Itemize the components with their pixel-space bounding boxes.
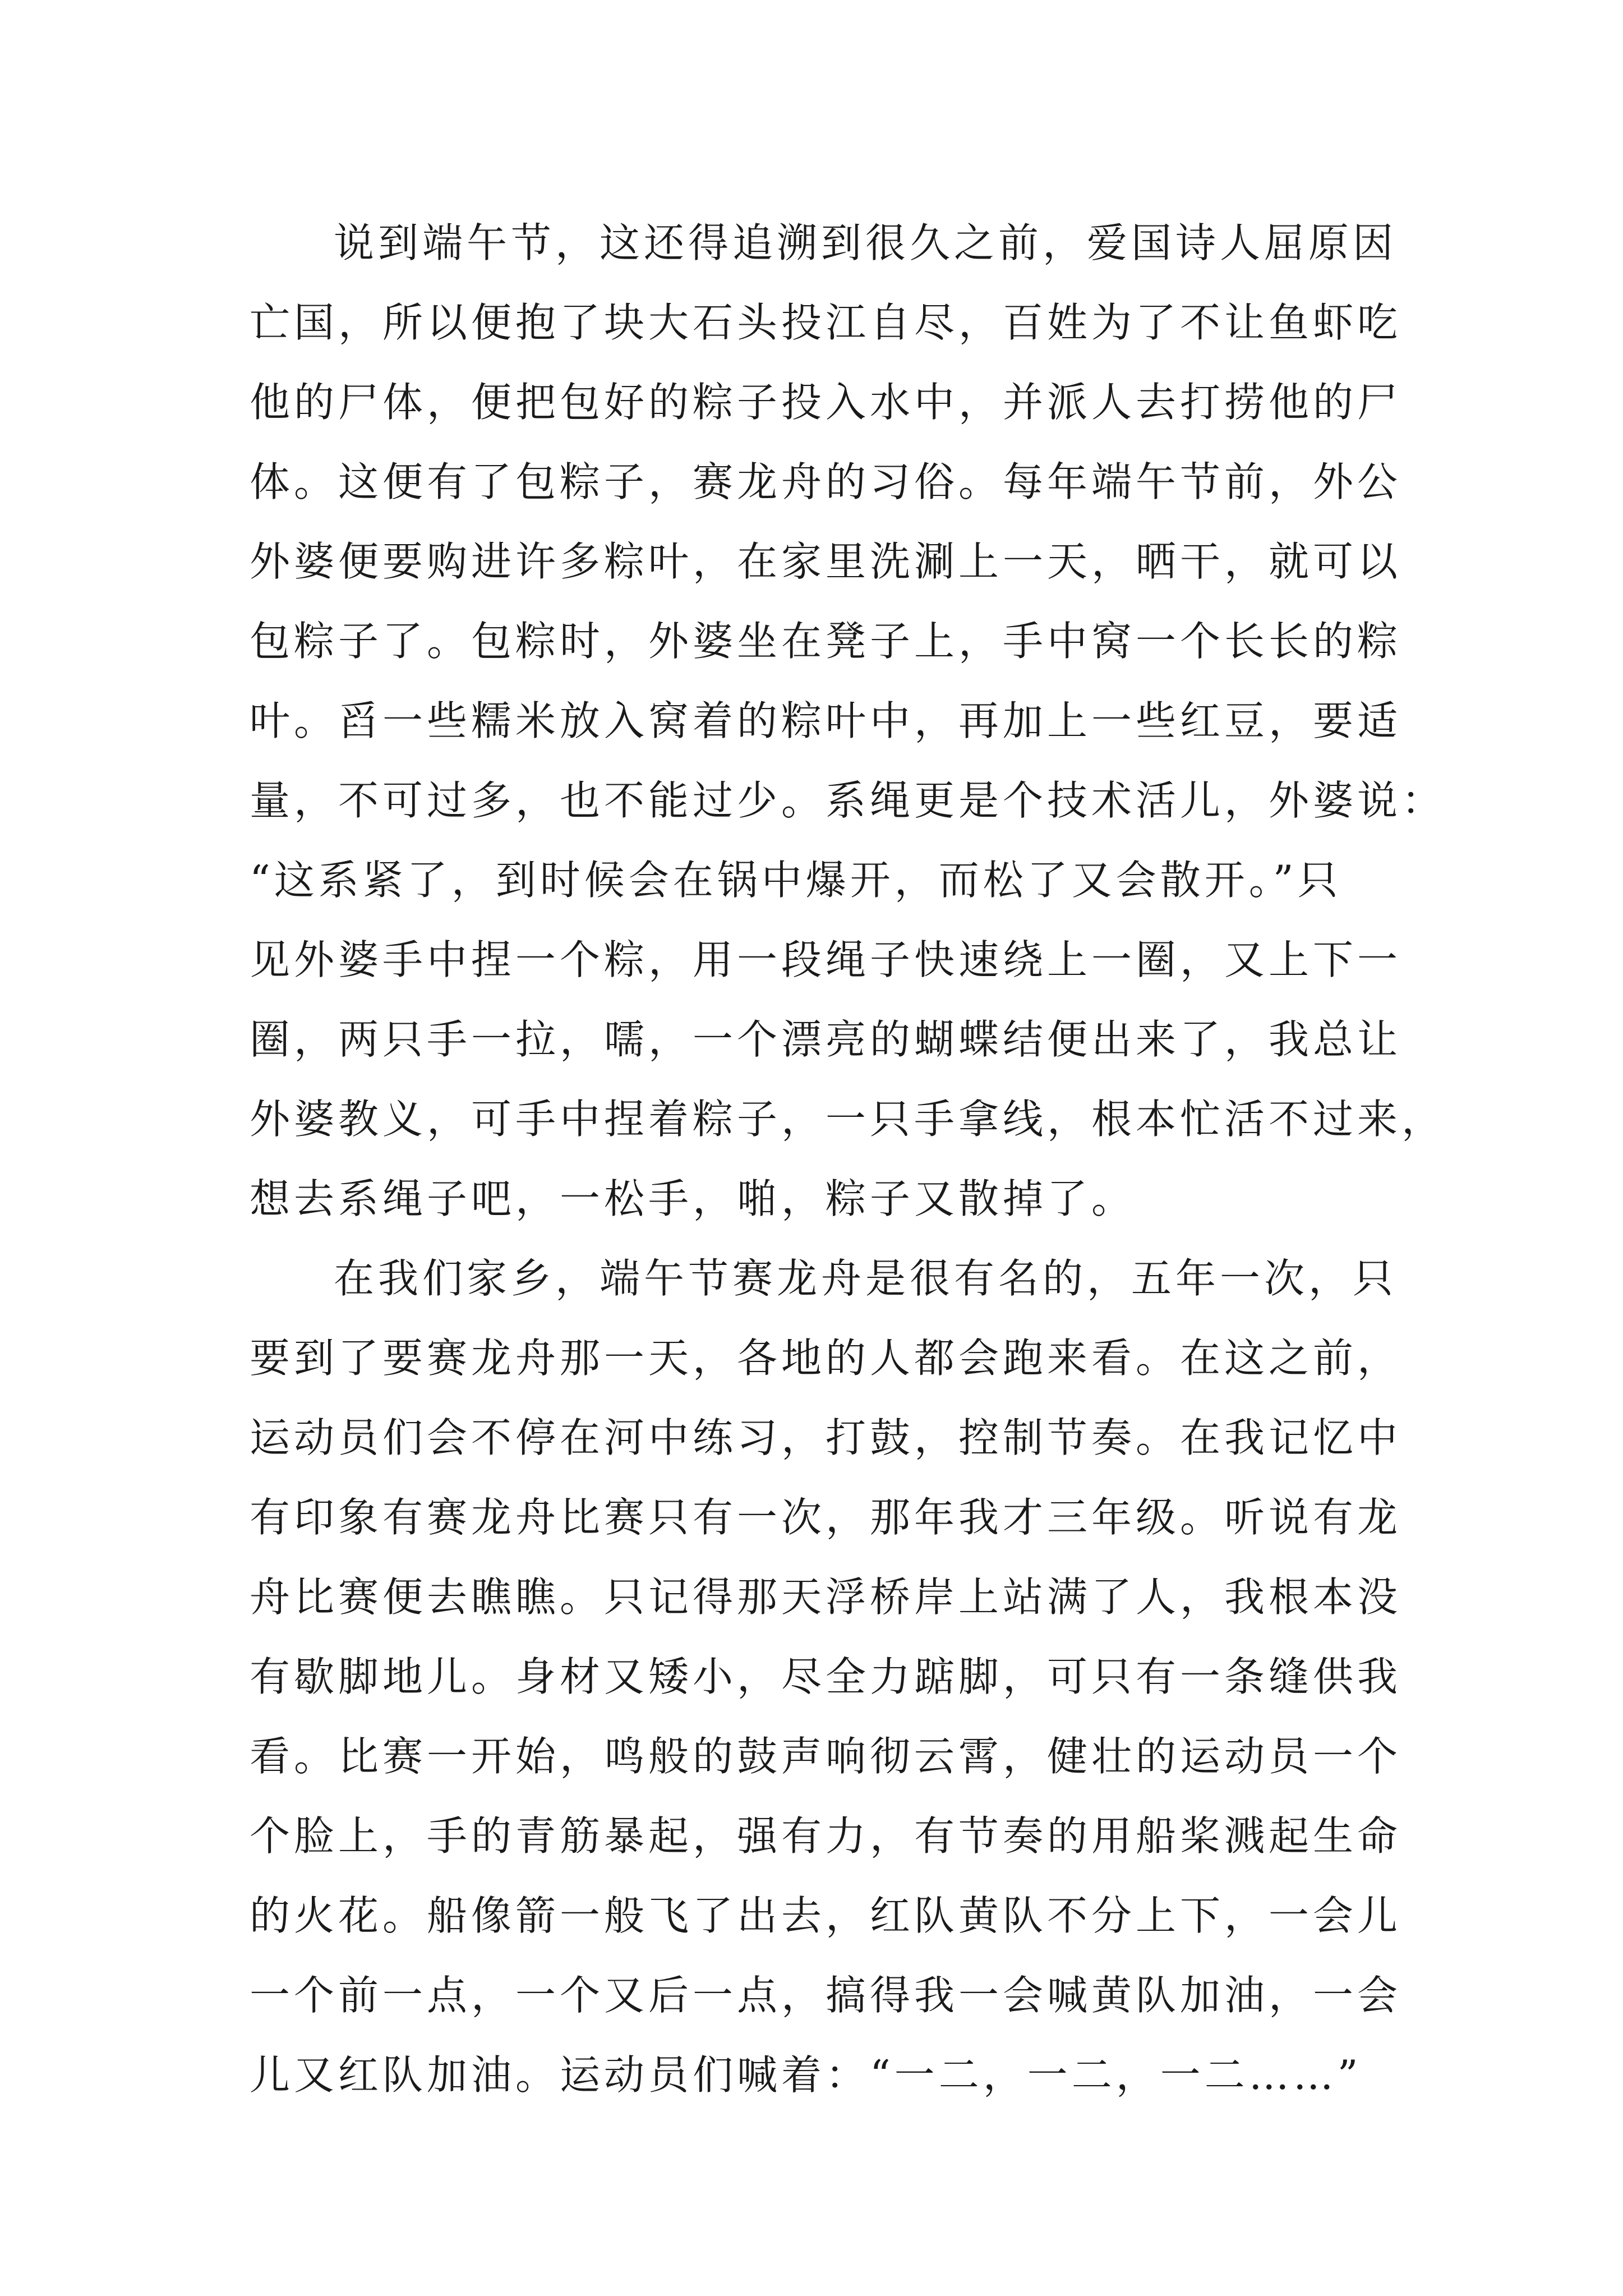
text-line: 舟比赛便去瞧瞧。只记得那天浮桥岸上站满了人，我根本没 [250,1573,1402,1621]
paragraph-zongzi [250,203,1446,1239]
text-line: 看。比赛一开始，鸣般的鼓声响彻云霄，健壮的运动员一个 [250,1733,1402,1780]
essay-body [250,203,1446,2115]
text-line: 的火花。船像箭一般飞了出去，红队黄队不分上下，一会儿 [250,1892,1402,1939]
text-line: 说到端午节，这还得追溯到很久之前，爱国诗人屈原因 [334,219,1398,266]
text-line: 叶。舀一些糯米放入窝着的粽叶中，再加上一些红豆，要适 [250,697,1402,744]
text-line: 要到了要赛龙舟那一天，各地的人都会跑来看。在这之前， [250,1335,1402,1382]
text-line: 儿又红队加油。运动员们喊着：“一二，一二，一二……” [250,2051,1362,2099]
text-line: 一个前一点，一个又后一点，搞得我一会喊黄队加油，一会 [250,1972,1402,2019]
text-line: 个脸上，手的青筋暴起，强有力，有节奏的用船桨溅起生命 [250,1812,1402,1860]
text-line: 量，不可过多，也不能过少。系绳更是个技术活儿，外婆说： [250,777,1446,824]
text-line: 在我们家乡，端午节赛龙舟是很有名的，五年一次，只 [334,1255,1398,1302]
text-line: 外婆教义，可手中捏着粽子，一只手拿线，根本忙活不过来， [250,1096,1446,1143]
text-line: 外婆便要购进许多粽叶，在家里洗涮上一天，晒干，就可以 [250,538,1402,585]
paragraph-dragon-boat [250,1239,1402,2115]
text-line: 亡国，所以便抱了块大石头投江自尽，百姓为了不让鱼虾吃 [250,299,1402,346]
text-line: 圈，两只手一拉，嚅，一个漂亮的蝴蝶结便出来了，我总让 [250,1016,1402,1063]
text-line: 运动员们会不停在河中练习，打鼓，控制节奏。在我记忆中 [250,1414,1402,1461]
text-line: 有歇脚地儿。身材又矮小，尽全力踮脚，可只有一条缝供我 [250,1653,1402,1700]
text-line: 体。这便有了包粽子，赛龙舟的习俗。每年端午节前，外公 [250,458,1402,505]
text-line: 包粽子了。包粽时，外婆坐在凳子上，手中窝一个长长的粽 [250,618,1402,665]
text-line: “这系紧了，到时候会在锅中爆开，而松了又会散开。”只 [250,857,1342,904]
text-line: 有印象有赛龙舟比赛只有一次，那年我才三年级。听说有龙 [250,1494,1402,1541]
text-line: 他的尸体，便把包好的粽子投入水中，并派人去打捞他的尸 [250,379,1402,426]
text-line: 想去系绳子吧，一松手，啪，粽子又散掉了。 [250,1175,1136,1222]
text-line: 见外婆手中捏一个粽，用一段绳子快速绕上一圈，又上下一 [250,936,1402,983]
